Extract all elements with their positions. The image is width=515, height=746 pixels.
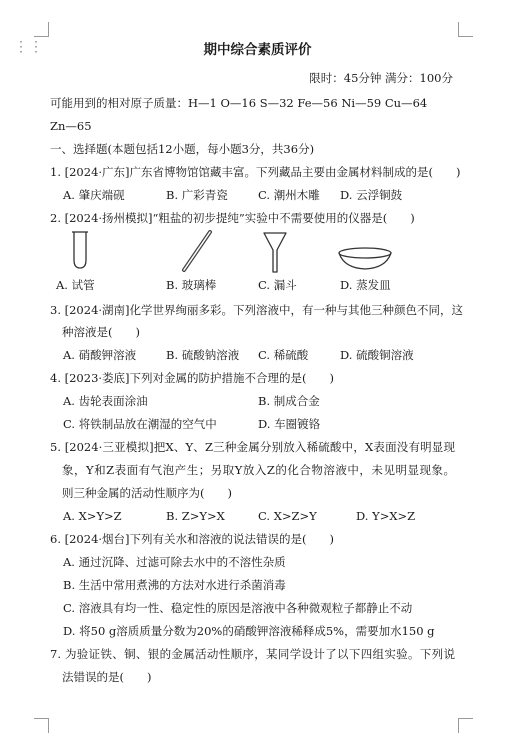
test-tube-icon [70, 230, 90, 270]
atomic-mass-line2: Zn—65 [50, 119, 92, 133]
crop-mark-top-left [34, 22, 49, 37]
q1-option-a[interactable]: A. 肇庆端砚 [63, 188, 125, 202]
q5-option-b[interactable]: B. Z>Y>X [166, 509, 225, 523]
q5-option-d[interactable]: D. Y>X>Z [356, 509, 416, 523]
question-3-stem-line1: 3. [2024·湖南]化学世界绚丽多彩。下列溶液中，有一种与其他三种颜色不同，这 [50, 303, 464, 317]
question-5-stem-line2: 象，Y和Z表面有气泡产生；另取Y放入Z的化合物溶液中，未见明显现象。 [62, 463, 455, 477]
page-title: 期中综合素质评价 [203, 42, 312, 58]
q1-option-d[interactable]: D. 云浮铜鼓 [340, 188, 403, 202]
glass-rod-icon [178, 230, 214, 274]
question-6-stem: 6. [2024·烟台]下列有关水和溶液的说法错误的是( ) [50, 532, 334, 546]
crop-mark-bottom-right [458, 718, 473, 733]
q3-option-c[interactable]: C. 稀硫酸 [258, 348, 309, 362]
q2-option-a[interactable]: A. 试管 [56, 278, 95, 292]
q2-option-d[interactable]: D. 蒸发皿 [340, 278, 391, 292]
question-7-stem-line2: 法错误的是( ) [62, 670, 152, 684]
crop-mark-top-right [458, 22, 473, 37]
q2-option-b[interactable]: B. 玻璃棒 [166, 278, 217, 292]
funnel-icon [262, 230, 288, 274]
q6-option-b[interactable]: B. 生活中常用煮沸的方法对水进行杀菌消毒 [63, 578, 286, 592]
crop-mark-bottom-left [34, 718, 49, 733]
question-7-stem-line1: 7. 为验证铁、铜、银的金属活动性顺序，某同学设计了以下四组实验。下列说 [50, 647, 455, 661]
q3-option-d[interactable]: D. 硫酸铜溶液 [340, 348, 414, 362]
q3-option-a[interactable]: A. 硝酸钾溶液 [63, 348, 137, 362]
question-4-stem: 4. [2023·娄底]下列对金属的防护措施不合理的是( ) [50, 371, 334, 385]
drag-handle-icon[interactable]: ⋮⋮ [14, 39, 44, 55]
q4-option-d[interactable]: D. 车圈镀铬 [258, 417, 321, 431]
question-5-stem-line3: 则三种金属的活动性顺序为( ) [62, 486, 232, 500]
q3-option-b[interactable]: B. 硫酸钠溶液 [166, 348, 240, 362]
q6-option-a[interactable]: A. 通过沉降、过滤可除去水中的不溶性杂质 [63, 555, 286, 569]
evaporating-dish-icon [336, 244, 394, 274]
question-3-stem-line2: 种溶液是( ) [62, 325, 140, 339]
question-1-stem: 1. [2024·广东]广东省博物馆馆藏丰富。下列藏品主要由金属材料制成的是( ) [50, 165, 461, 179]
q4-option-b[interactable]: B. 制成合金 [258, 394, 320, 408]
q6-option-c[interactable]: C. 溶液具有均一性、稳定性的原因是溶液中各种微观粒子都静止不动 [63, 601, 413, 615]
q1-option-b[interactable]: B. 广彩青瓷 [166, 188, 228, 202]
q4-option-c[interactable]: C. 将铁制品放在潮湿的空气中 [63, 417, 217, 431]
q5-option-c[interactable]: C. X>Z>Y [258, 509, 317, 523]
q4-option-a[interactable]: A. 齿轮表面涂油 [63, 394, 148, 408]
q1-option-c[interactable]: C. 潮州木雕 [258, 188, 320, 202]
atomic-mass-line1: 可能用到的相对原子质量：H—1 O—16 S—32 Fe—56 Ni—59 Cu—64 [50, 96, 428, 110]
q2-option-c[interactable]: C. 漏斗 [258, 278, 297, 292]
q5-option-a[interactable]: A. X>Y>Z [63, 509, 122, 523]
question-2-stem: 2. [2024·扬州模拟]“粗盐的初步提纯”实验中不需要使用的仪器是( ) [50, 211, 415, 225]
exam-info: 限时：45分钟 满分：100分 [309, 71, 453, 85]
q6-option-d[interactable]: D. 将50 g溶质质量分数为20%的硝酸钾溶液稀释成5%，需要加水150 g [63, 624, 435, 638]
section-heading: 一、选择题(本题包括12小题，每小题3分，共36分) [50, 142, 315, 156]
question-5-stem-line1: 5. [2024·三亚模拟]把X、Y、Z三种金属分别放入稀硫酸中，X表面没有明显现 [50, 440, 455, 454]
